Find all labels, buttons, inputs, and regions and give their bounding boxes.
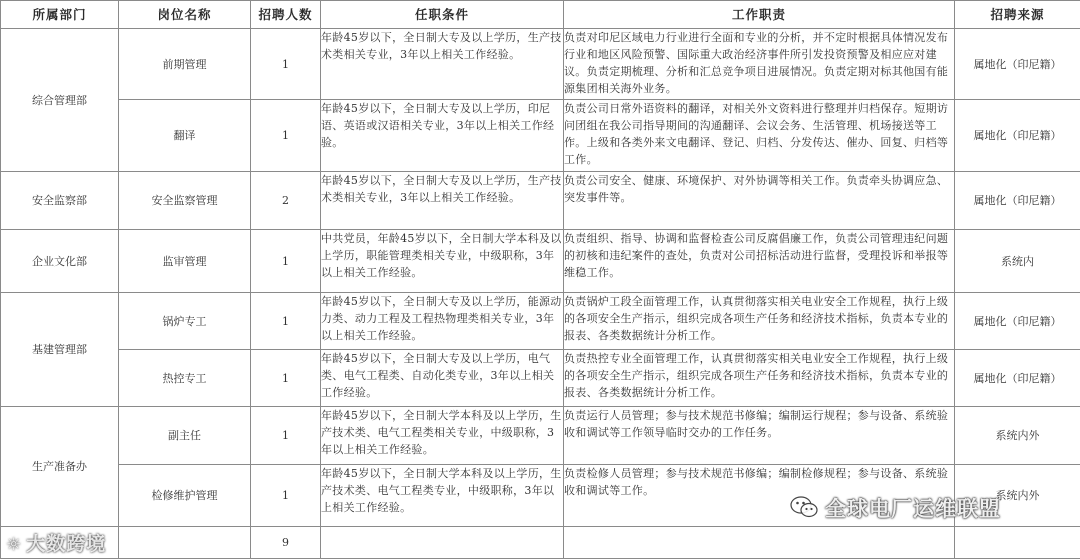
position-cell: 副主任: [119, 407, 251, 465]
requirements-cell: 年龄45岁以下，全日制大专及以上学历，印尼语、英语或汉语相关专业，3年以上相关工作经验。: [321, 100, 564, 172]
watermark-right-text: 全球电厂运维联盟: [825, 497, 1001, 521]
requirements-cell: 年龄45岁以下，全日制大学本科及以上学历，生产技术类、电气工程类相关专业，中级职称，3年以上相关工作经验。: [321, 407, 564, 465]
duties-cell: 负责运行人员管理；参与技术规范书修编；编制运行规程；参与设备、系统验收和调试等工作领导临时交办的工作任务。: [564, 407, 955, 465]
department-cell: 安全监察部: [1, 172, 119, 230]
header-duties: 工作职责: [564, 1, 955, 29]
table-row: [1, 293, 1080, 350]
requirements-cell: 年龄45岁以下，全日制大专及以上学历，生产技术类相关专业，3年以上相关工作经验。: [321, 172, 564, 230]
header-source: 招聘来源: [955, 1, 1080, 29]
header-requirements: 任职条件: [321, 1, 564, 29]
table-row: [1, 100, 1080, 172]
count-cell: 2: [251, 172, 321, 230]
weibo-icon: ☼: [6, 535, 23, 555]
source-cell: 属地化（印尼籍）: [955, 293, 1080, 350]
source-cell: 属地化（印尼籍）: [955, 29, 1080, 100]
total-empty-cell: [955, 527, 1080, 559]
duties-cell: 负责公司日常外语资料的翻译，对相关外文资料进行整理并归档保存。短期访问团组在我公司指导期间的沟通翻译、会议会务、生活管理、机场接送等工作。上级和各类外来文电翻译、登记、归档、分发传达、催办、回复、归档等工作。: [564, 100, 955, 172]
position-cell: 前期管理: [119, 29, 251, 100]
header-position: 岗位名称: [119, 1, 251, 29]
department-cell: 企业文化部: [1, 230, 119, 293]
position-cell: 热控专工: [119, 350, 251, 407]
total-empty-cell: [321, 527, 564, 559]
department-cell: 基建管理部: [1, 293, 119, 407]
requirements-cell: 年龄45岁以下，全日制大专及以上学历，能源动力类、动力工程及工程热物理类相关专业，3年以上相关工作经验。: [321, 293, 564, 350]
count-cell: 1: [251, 293, 321, 350]
watermark-right: [789, 493, 1001, 523]
table-row: [1, 29, 1080, 100]
watermark-left-text: 大数跨境: [26, 533, 107, 555]
requirements-cell: 年龄45岁以下，全日制大专及以上学历，生产技术类相关专业，3年以上相关工作经验。: [321, 29, 564, 100]
header-count: 招聘人数: [251, 1, 321, 29]
total-count-cell: 9: [251, 527, 321, 559]
wechat-icon: [789, 494, 819, 520]
position-cell: 监审管理: [119, 230, 251, 293]
source-cell: 系统内: [955, 230, 1080, 293]
count-cell: 1: [251, 29, 321, 100]
requirements-cell: 年龄45岁以下，全日制大学本科及以上学历，生产技术类、电气工程类专业，中级职称，3年以上相关工作经验。: [321, 465, 564, 527]
department-cell: 生产准备办: [1, 407, 119, 527]
total-empty-cell: [564, 527, 955, 559]
source-cell: 属地化（印尼籍）: [955, 100, 1080, 172]
position-cell: 安全监察管理: [119, 172, 251, 230]
total-row: [1, 527, 1080, 559]
count-cell: 1: [251, 100, 321, 172]
table-row: [1, 230, 1080, 293]
requirements-cell: 年龄45岁以下，全日制大专及以上学历，电气类、电气工程类、自动化类专业，3年以上相关工作经验。: [321, 350, 564, 407]
duties-cell: 负责公司安全、健康、环境保护、对外协调等相关工作。负责牵头协调应急、突发事件等。: [564, 172, 955, 230]
requirements-cell: 中共党员，年龄45岁以下，全日制大学本科及以上学历，职能管理类相关专业，中级职称，3年以上相关工作经验。: [321, 230, 564, 293]
duties-cell: 负责组织、指导、协调和监督检查公司反腐倡廉工作，负责公司管理违纪问题的初核和违纪案件的查处，负责对公司招标活动进行监督，受理投诉和举报等维稳工作。: [564, 230, 955, 293]
source-cell: 属地化（印尼籍）: [955, 350, 1080, 407]
table-row: [1, 172, 1080, 230]
count-cell: 1: [251, 465, 321, 527]
position-cell: 翻译: [119, 100, 251, 172]
position-cell: 检修维护管理: [119, 465, 251, 527]
count-cell: 1: [251, 407, 321, 465]
duties-cell: 负责锅炉工段全面管理工作，认真贯彻落实相关电业安全工作规程，执行上级的各项安全生产指示，组织完成各项生产任务和经济技术指标，负责本专业的报表、各类数据统计分析工作。: [564, 293, 955, 350]
duties-cell: 负责对印尼区域电力行业进行全面和专业的分析，并不定时根据具体情况发布行业和地区风险预警、国际重大政治经济事件所引发投资预警及相应应对建议。负责定期梳理、分析和汇总竞争项目进展情况。负责定期对标其他国有能源集团相关海外业务。: [564, 29, 955, 100]
duties-cell: 负责检修人员管理；参与技术规范书修编；编制检修规程；参与设备、系统验收和调试等工作。: [564, 465, 955, 527]
count-cell: 1: [251, 230, 321, 293]
table-row: [1, 407, 1080, 465]
department-cell: 综合管理部: [1, 29, 119, 172]
table-header-row: [1, 1, 1080, 29]
total-empty-cell: [119, 527, 251, 559]
header-department: 所属部门: [1, 1, 119, 29]
duties-cell: 负责热控专业全面管理工作，认真贯彻落实相关电业安全工作规程，执行上级的各项安全生产指示，组织完成各项生产任务和经济技术指标，负责本专业的报表、各类数据统计分析工作。: [564, 350, 955, 407]
position-cell: 锅炉专工: [119, 293, 251, 350]
source-cell: 系统内外: [955, 407, 1080, 465]
source-cell: 系统内外: [955, 465, 1080, 527]
table-row: [1, 350, 1080, 407]
watermark-left: [6, 529, 106, 556]
count-cell: 1: [251, 350, 321, 407]
source-cell: 属地化（印尼籍）: [955, 172, 1080, 230]
